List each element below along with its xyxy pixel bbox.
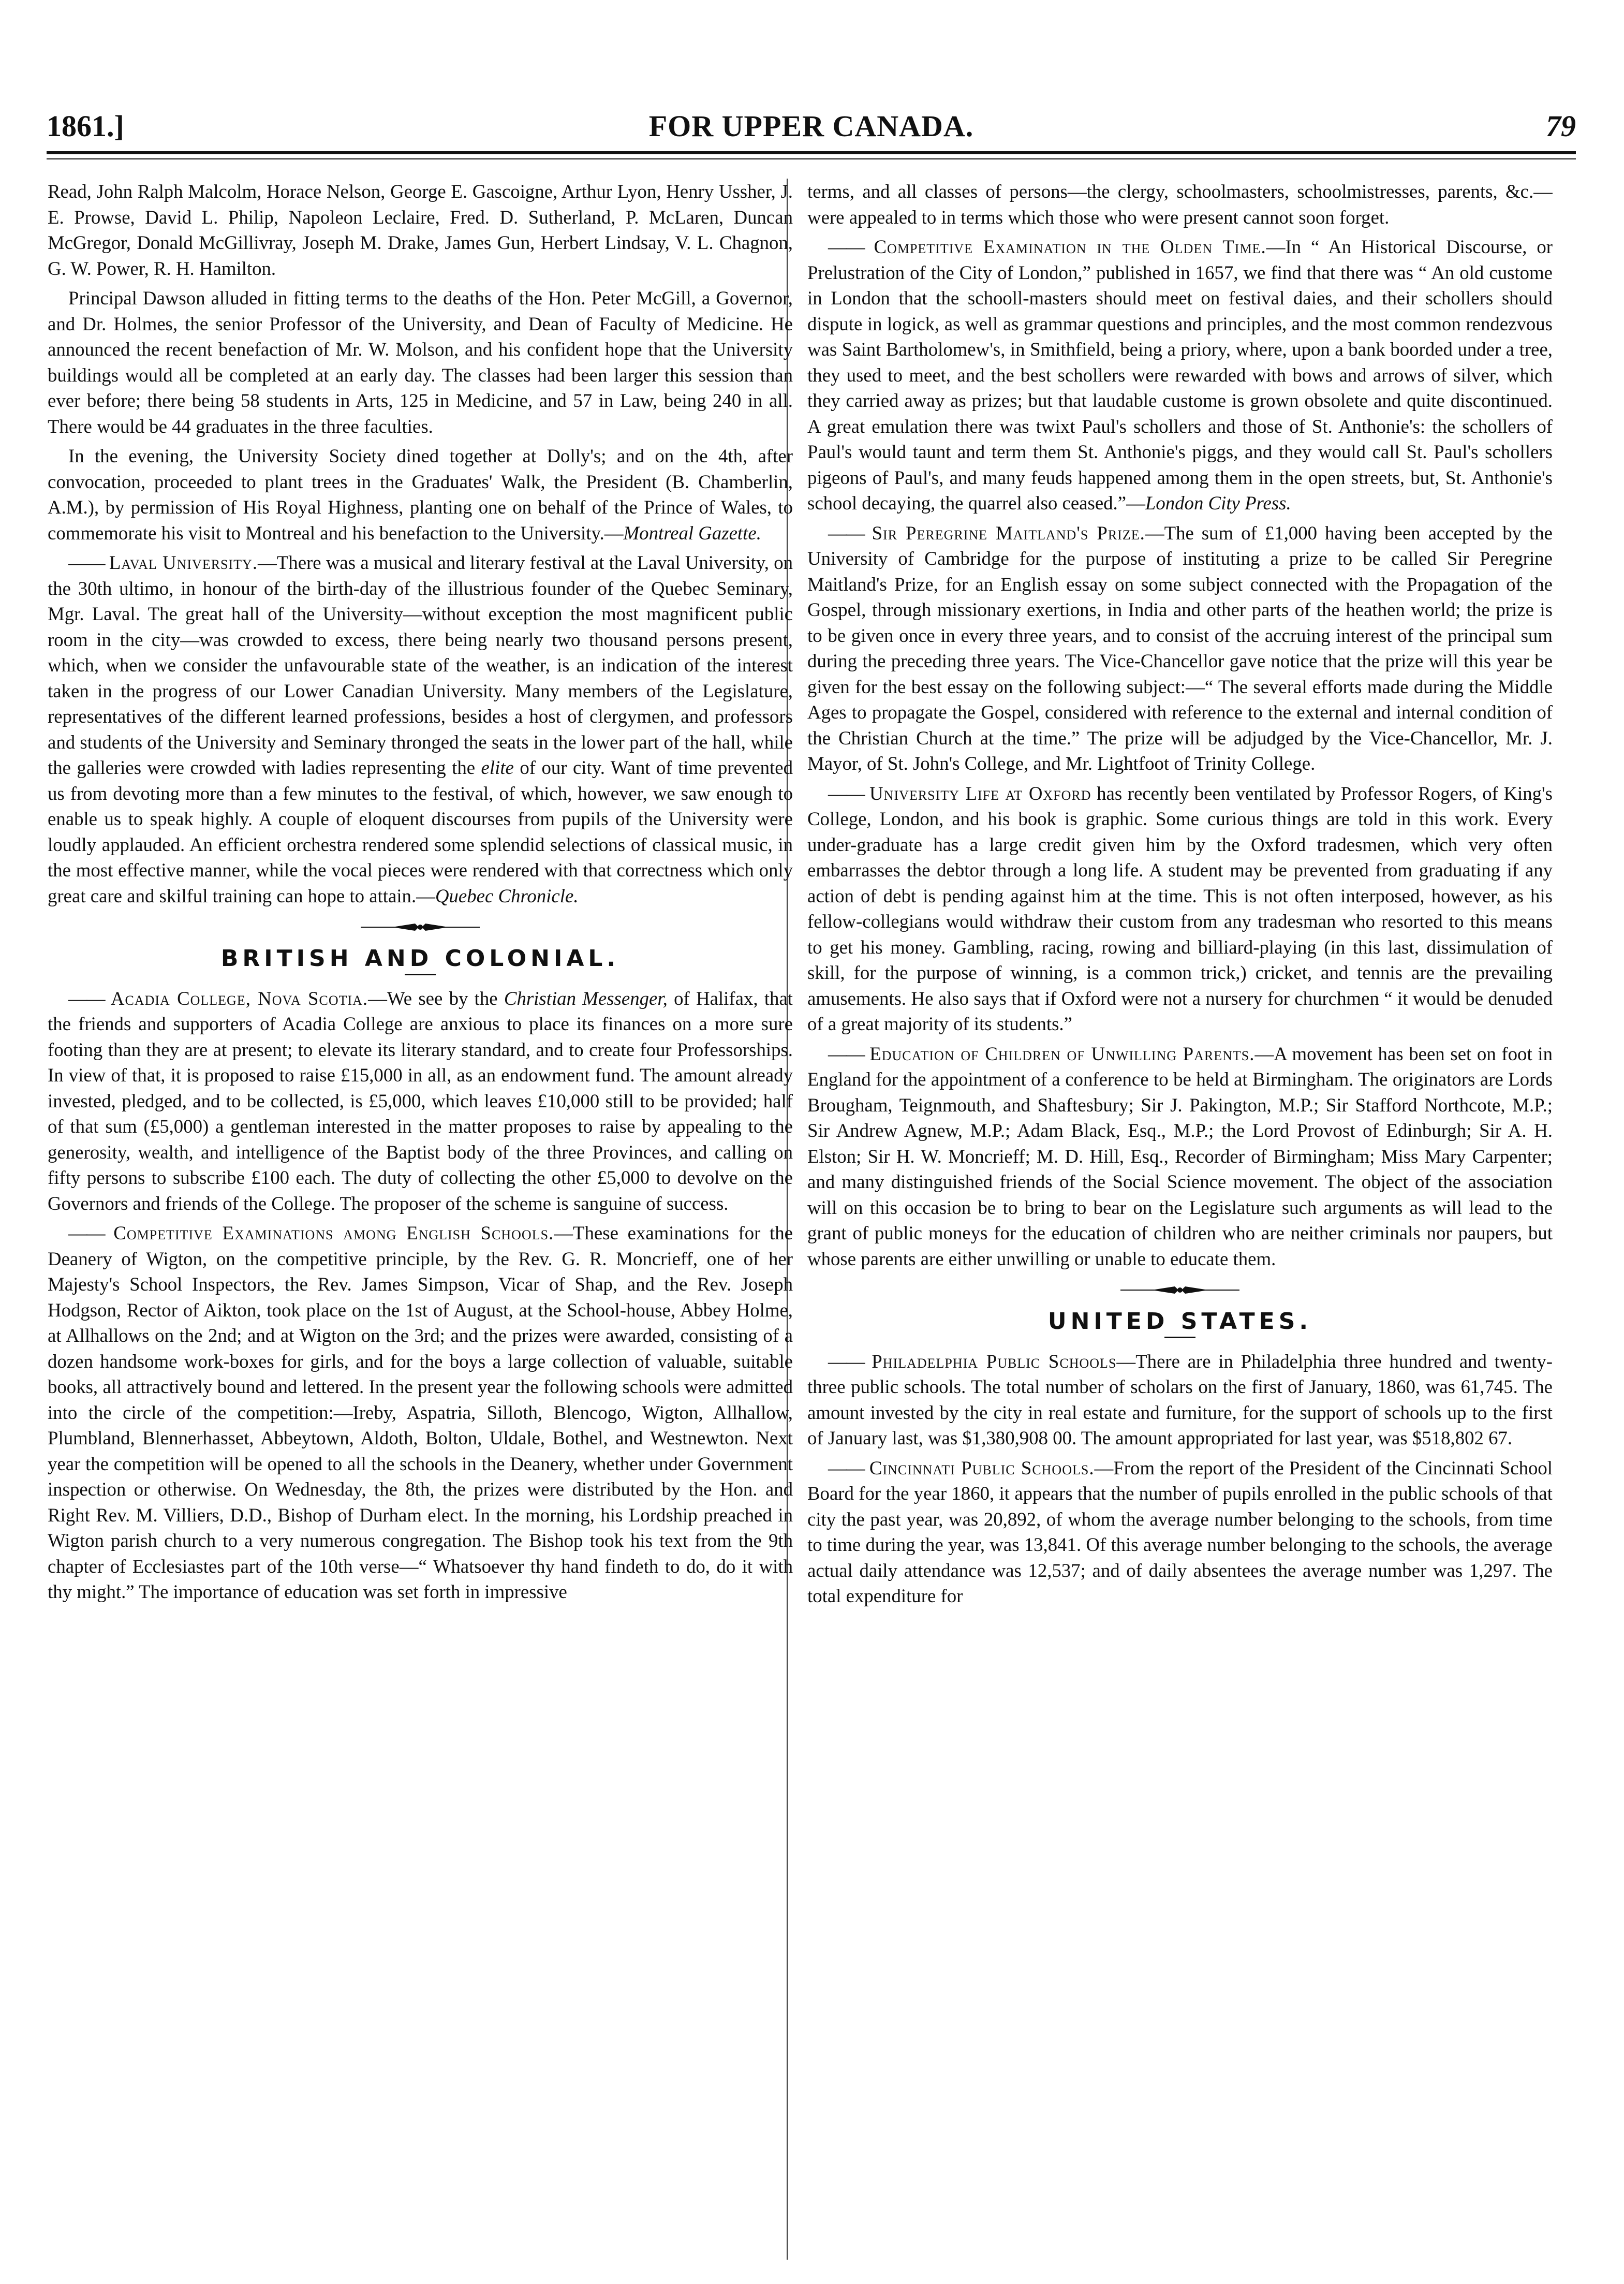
source-citation: Montreal Gazette. [623,522,761,544]
item-heading: Education of Children of Unwilling Parents. [869,1043,1255,1064]
header-title: FOR UPPER CANADA. [648,109,974,143]
maitland-prize-item: —— Sir Peregrine Maitland's Prize.—The sum of £1,000 having been accepted by the University of Cambridge for the purpose of instituting a prize to be called Sir Peregrine Maitland's Prize, for an English essay on some subject connected with the Propagation of the Gospel, through missionary exertions, in India and other parts of the heathen world; the prize is to be given once in every three years, and to consist of the accruing interest of the principal sum during the preceding three years. The Vice-Chancellor gave notice that the prize will this year be given for the best essay on the following subject:—“ The several efforts made during the Middle Ages to propagate the Gospel, considered with reference to the external and internal condition of the Christian Church at the time.” The prize will be adjudged by the Vice-Chancellor, Mr. J. Mayor, of St. John's College, and Mr. Lightfoot of Trinity College. [807,522,1553,774]
principal-dawson-paragraph: Principal Dawson alluded in fitting terms to the deaths of the Hon. Peter McGill, a Governor, and Dr. Holmes, the senior Professor of the University, and Dean of Faculty of Medicine. He announced the recent benefaction of Mr. W. Molson, and his confident hope that the University buildings would all be completed at an early day. The classes had been larger this session than ever before; there being 58 students in Arts, 125 in Medicine, and 57 in Law, being 240 in all. There would be 44 graduates in the three faculties. [48,287,793,437]
running-header [47,109,1576,150]
cincinnati-schools-item: —— Cincinnati Public Schools.—From the report of the President of the Cincinnati School Board for the year 1860, it appears that the number of pupils enrolled in the public schools of that city the past year, was 20,892, of whom the average number belonging to the schools, from time to time during the year, was 13,841. Of this average number belonging to the schools, the average actual daily attendance was 12,537; and of daily absentees the average number was 1,297. The total expenditure for [807,1457,1553,1606]
competitive-examinations-item: —— Competitive Examinations among English Schools.—These examinations for the Deanery of Wigton, on the competitive principle, by the Rev. G. R. Moncrieff, one of her Majesty's School Inspectors, the Rev. James Simpson, Vicar of Shap, and the Rev. Joseph Hodgson, Rector of Aikton, took place on the 1st of August, at the School-house, Abbey Holme, at Allhallows on the 2nd; and at Wigton on the 3rd; and the prizes were awarded, consisting of a dozen handsome work-boxes for girls, and for the boys a large collection of valuable, suitable books, all attractively bound and lettered. In the present year the following schools were admitted into the circle of the competition:—Ireby, Aspatria, Silloth, Blencogo, Wigton, Allhallow, Plumbland, Blennerhasset, Abbeytown, Aldoth, Bolton, Uldale, Bothel, and Westnewton. Next year the competition will be opened to all the schools in the Deanery, whether under Government inspection or otherwise. On Wednesday, the 8th, the prizes were distributed by the Hon. and Right Rev. M. Villiers, D.D., Bishop of Durham elect. In the morning, his Lordship preached in Wigton parish church to a very numerous congregation. The Bishop took his text from the 9th chapter of Ecclesiastes part of the 10th verse—“ Whatsoever thy hand findeth to do, do it with thy might.” The importance of education was set forth in impressive [48,1222,793,1602]
unwilling-parents-item: —— Education of Children of Unwilling Parents.—A movement has been set on foot in England for the appointment of a conference to be held at Birmingham. The originators are Lords Brougham, Teignmouth, and Shaftesbury; Sir J. Pakington, M.P.; Sir Stafford Northcote, M.P.; Sir Andrew Agnew, M.P.; Adam Black, Esq., M.P.; the Lord Provost of Edinburgh; Sir A. H. Elston; Sir H. W. Moncrieff; M. D. Hill, Esq., Recorder of Birmingham; Miss Mary Carpenter; and many distinguished friends of the Social Science movement. The object of the association will on this occasion be to bring to bear on the Legislature such arguments as will lead to the grant of public moneys for the education of children who are neither criminals nor paupers, but whose parents are either unwilling or unable to educate them. [807,1043,1553,1269]
source-citation: London City Press. [1145,492,1291,514]
header-year: 1861.] [47,109,124,143]
oxford-life-item: —— University Life at Oxford has recently been ventilated by Professor Rogers, of King's College, London, and his book is graphic. Some curious things are told in this work. Every under-graduate has a large credit given him by the Oxford tradesmen, which very often embarrasses the debtor through a long life. A student may be prevented from graduating if any action of debt is pending against him at the time. This is not often interposed, however, as his fellow-collegians would withdraw their custom from any tradesman who resorted to this means to get his money. Gambling, racing, rowing and billiard-playing (in this last, dissimulation of skill, for the purpose of winning, is a common trick,) cricket, and tennis are the prevailing amusements. He also says that if Oxford were not a nursery for churchmen “ it would be denuded of a great majority of its students.” [807,782,1553,1034]
heading-rule [405,974,436,975]
heading-rule [1164,1337,1195,1338]
header-rule-thick [47,151,1576,154]
item-heading: Laval University. [109,552,258,573]
laval-university-item: —— Laval University.—There was a musical and literary festival at the Laval University, on the 30th ultimo, in honour of the birth-day of the illustrious founder of the Quebec Seminary, Mgr. Laval. The great hall of the University—without exception the most magnificent public room in the city—was crowded to excess, there being nearly two thousand persons present, which, when we consider the unfavourable state of the weather, is an indication of the interest taken in the progress of our Lower Canadian University. Many members of the Legislature, representatives of the different learned professions, besides a host of clergymen, and professors and students of the University and Seminary thronged the seats in the lower part of the hall, while the galleries were crowded with ladies representing the elite of our city. Want of time prevented us from devoting more than a few minutes to the festival, of which, however, we saw enough to enable us to speak highly. A couple of eloquent discourses from pupils of the University were loudly applauded. An efficient orchestra rendered some splendid selections of classical music, in the most effective manner, while the vocal pieces were rendered with that correctness which only great care and skilful training can hope to attain.—Quebec Chronicle. [48,552,793,906]
right-column [807,179,1553,2249]
left-column [48,179,793,2249]
item-heading: Competitive Examination in the Olden Time. [874,236,1266,257]
item-heading: Philadelphia Public Schools [872,1350,1117,1372]
item-heading: Cincinnati Public Schools. [869,1457,1095,1478]
philadelphia-schools-item: —— Philadelphia Public Schools—There are in Philadelphia three hundred and twenty-three public schools. The total number of scholars on the first of January, 1860, was 61,745. The amount invested by the city in real estate and furniture, for the support of schools up to the first of January last, was $1,380,908 00. The amount appropriated for last year, was $518,802 67. [807,1350,1553,1448]
item-heading: Acadia College, Nova Scotia. [110,987,368,1009]
item-heading: Sir Peregrine Maitland's Prize. [872,522,1145,544]
graduate-names-paragraph: Read, John Ralph Malcolm, Horace Nelson, George E. Gascoigne, Arthur Lyon, Henry Ussher, J. E. Prowse, David L. Philip, Napoleon Leclaire, Fred. D. Sutherland, P. McLaren, Duncan McGregor, Donald McGillivray, Joseph M. Drake, James Gun, Herbert Lindsay, V. L. Chagnon, G. W. Power, R. H. Hamilton. [48,181,793,279]
acadia-college-item: —— Acadia College, Nova Scotia.—We see by the Christian Messenger, of Halifax, that the friends and supporters of Acadia College are anxious to place its finances on a more sure footing than they are at present; to elevate its literary standard, and to create four Professorships. In view of that, it is proposed to raise £15,000 in all, as an endowment fund. The amount already invested, pledged, and to be collected, is £5,000, which leaves £10,000 still to be provided; half of that sum (£5,000) a gentleman interested in the matter proposes to raise by appealing to the generosity, wealth, and intelligence of the Baptist body of the three Provinces, and calling on fifty persons to subscribe £100 each. The duty of collecting the other £5,000 to devolve on the Governors and friends of the College. The proposer of the scheme is sanguine of success. [48,987,793,1214]
olden-time-item: —— Competitive Examination in the Olden Time.—In “ An Historical Discourse, or Prelustration of the City of London,” published in 1657, we find that there was “ An old custome in London that the schooll-masters should meet on festival daies, and their schollers should dispute in logick, as well as grammar questions and principles, and the most common rendezvous was Saint Bartholomew's, in Smithfield, being a priory, where, upon a bank boorded under a tree, they used to meet, and the best schollers were rewarded with bows and arrows of silver, which they carried away as prizes; but that laudable custome is grown obsolete and quite discontinued. A great emulation there was twixt Paul's schollers and those of St. Anthonie's: the schollers of Paul's would taunt and term them St. Anthonie's piggs, and they would call St. Paul's schollers pigeons of Paul's, and many feuds happened among them in the open streets, but, St. Anthonie's school decaying, the quarrel also ceased.”—London City Press. [807,236,1553,514]
ornament-divider [361,921,480,933]
ornament-divider [1120,1284,1239,1296]
page-number: 79 [1546,109,1576,143]
header-rule-thin [47,158,1576,159]
section-heading-british: BRITISH AND COLONIAL. [220,945,620,972]
item-heading: Competitive Examinations among English Schools. [113,1222,554,1243]
section-heading-united-states: UNITED STATES. [1047,1308,1312,1335]
item-heading: University Life at Oxford [869,782,1091,804]
continued-paragraph: terms, and all classes of persons—the clergy, schoolmasters, schoolmistresses, parents, &c.—were appealed to in terms which those who were present cannot soon forget. [807,181,1553,228]
source-citation: Quebec Chronicle. [435,885,579,906]
university-society-paragraph: In the evening, the University Society dined together at Dolly's; and on the 4th, after convocation, proceeded to plant trees in the Graduates' Walk, the President (B. Chamberlin, A.M.), by permission of His Royal Highness, planting one on behalf of the Prince of Wales, to commemorate his visit to Montreal and his benefaction to the University.—Montreal Gazette. [48,445,793,544]
